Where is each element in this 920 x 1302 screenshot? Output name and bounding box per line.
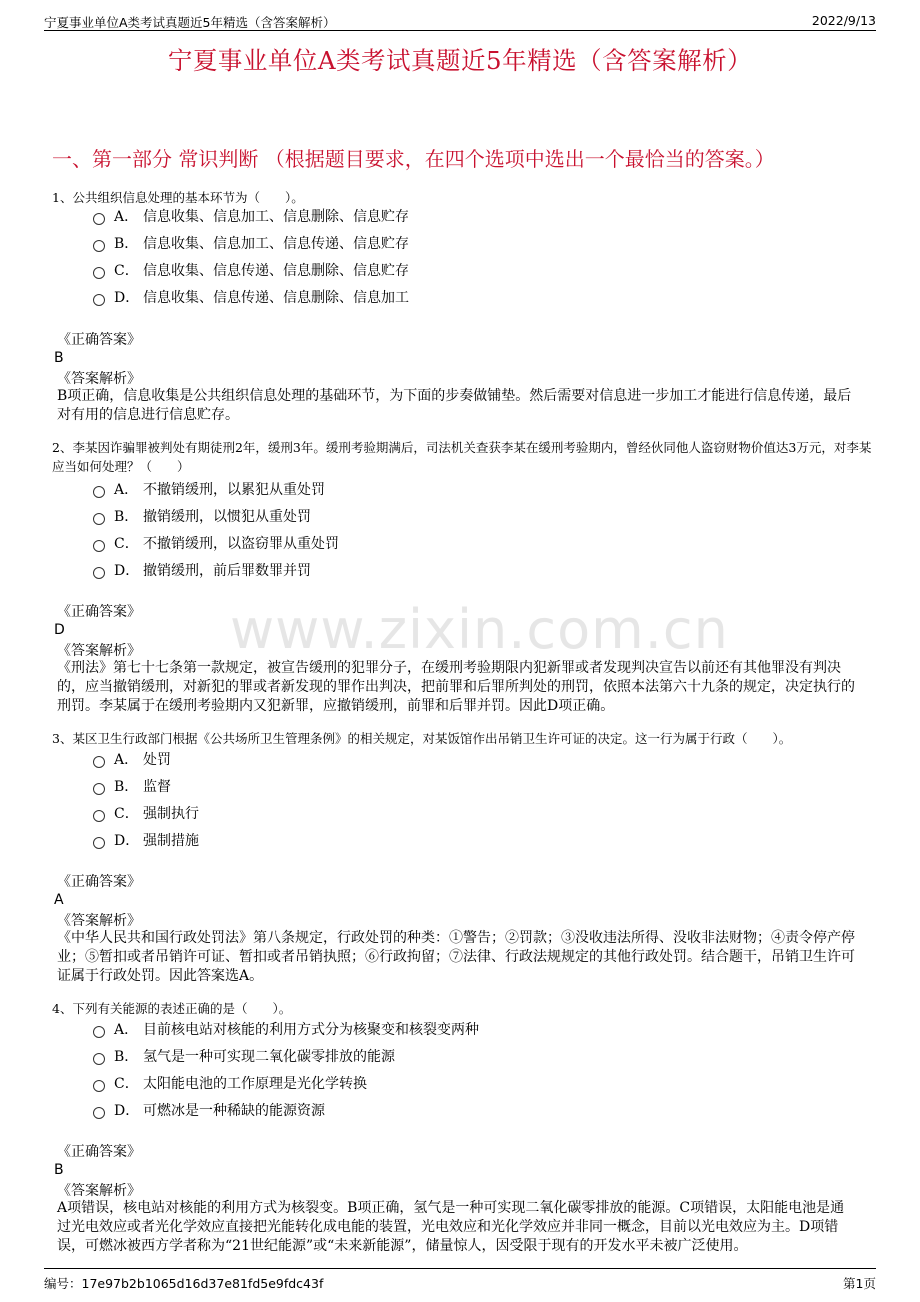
answer-label: 《正确答案》 (57, 874, 141, 890)
radio-icon[interactable] (93, 783, 105, 795)
answer-label: 《正确答案》 (57, 332, 141, 348)
question-2-answer: D (54, 622, 65, 638)
page-footer (44, 1268, 876, 1293)
explanation-label: 《答案解析》 (57, 1183, 141, 1199)
page-header (44, 10, 876, 31)
question-4-option-d[interactable]: D． 可燃冰是一种稀缺的能源资源 (93, 1101, 325, 1121)
question-2-option-c[interactable]: C． 不撤销缓刑，以盗窃罪从重处罚 (93, 534, 339, 554)
footer-page-number: 第1页 (843, 1276, 876, 1291)
question-2-option-b[interactable]: B． 撤销缓刑，以惯犯从重处罚 (93, 507, 311, 527)
radio-icon[interactable] (93, 1107, 105, 1119)
question-4-option-c[interactable]: C． 太阳能电池的工作原理是光化学转换 (93, 1074, 367, 1094)
radio-icon[interactable] (93, 240, 105, 252)
radio-icon[interactable] (93, 267, 105, 279)
section-title: 一、第一部分 常识判断 （根据题目要求，在四个选项中选出一个最恰当的答案。） (52, 147, 775, 171)
question-1-option-d[interactable]: D． 信息收集、信息传递、信息删除、信息加工 (93, 288, 409, 308)
radio-icon[interactable] (93, 486, 105, 498)
radio-icon[interactable] (93, 810, 105, 822)
answer-label: 《正确答案》 (57, 604, 141, 620)
page-title: 宁夏事业单位A类考试真题近5年精选（含答案解析） (167, 46, 753, 75)
question-3-option-d[interactable]: D． 强制措施 (93, 831, 199, 851)
radio-icon[interactable] (93, 540, 105, 552)
header-date: 2022/9/13 (811, 13, 876, 28)
radio-icon[interactable] (93, 294, 105, 306)
radio-icon[interactable] (93, 837, 105, 849)
radio-icon[interactable] (93, 756, 105, 768)
question-1-option-c[interactable]: C． 信息收集、信息传递、信息删除、信息贮存 (93, 261, 409, 281)
question-1-explanation: B项正确，信息收集是公共组织信息处理的基础环节，为下面的步奏做铺垫。然后需要对信息进一步加工才能进行信息传递，最后对有用的信息进行信息贮存。 (57, 388, 852, 423)
question-1-text: 1、公共组织信息处理的基本环节为（ ）。 (52, 190, 304, 205)
explanation-label: 《答案解析》 (57, 371, 141, 387)
question-3-explanation: 《中华人民共和国行政处罚法》第八条规定，行政处罚的种类：①警告；②罚款；③没收违法所得、没收非法财物；④责令停产停业；⑤暂扣或者吊销许可证、暂扣或者吊销执照；⑥行政拘留；⑦法律、行政法规规定的其他行政处罚。结合题干，吊销卫生许可证属于行政处罚。因此答案选A。 (57, 930, 855, 984)
question-2-text: 2、李某因诈骗罪被判处有期徒刑2年，缓刑3年。缓刑考验期满后，司法机关查获李某在缓刑考验期内，曾经伙同他人盗窃财物价值达3万元，对李某应当如何处理？（ ） (52, 440, 872, 474)
question-4-text: 4、下列有关能源的表述正确的是（ ）。 (52, 1001, 292, 1016)
footer-code: 编号：17e97b2b1065d16d37e81fd5e9fdc43f (44, 1276, 324, 1291)
question-4-explanation: A项错误，核电站对核能的利用方式为核裂变。B项正确，氢气是一种可实现二氧化碳零排放的能源。C项错误，太阳能电池是通过光电效应或者光化学效应直接把光能转化成电能的装置，光电效应和光化学效应并非同一概念，目前以光电效应为主。D项错误，可燃冰被西方学者称为“21世纪能源”或“未来新能源”，储量惊人，因受限于现有的开发水平未被广泛使用。 (57, 1200, 845, 1254)
radio-icon[interactable] (93, 1080, 105, 1092)
question-3-option-b[interactable]: B． 监督 (93, 777, 171, 797)
question-1-option-a[interactable]: A． 信息收集、信息加工、信息删除、信息贮存 (93, 207, 409, 227)
question-3-option-c[interactable]: C． 强制执行 (93, 804, 199, 824)
header-doc-title: 宁夏事业单位A类考试真题近5年精选（含答案解析） (44, 15, 336, 30)
watermark: www.zixin.com.cn (230, 598, 729, 661)
radio-icon[interactable] (93, 513, 105, 525)
question-1-answer: B (54, 350, 64, 366)
radio-icon[interactable] (93, 1026, 105, 1038)
radio-icon[interactable] (93, 567, 105, 579)
question-3-text: 3、某区卫生行政部门根据《公共场所卫生管理条例》的相关规定，对某饭馆作出吊销卫生许可证的决定。这一行为属于行政（ ）。 (52, 731, 792, 746)
radio-icon[interactable] (93, 1053, 105, 1065)
question-2-option-d[interactable]: D． 撤销缓刑，前后罪数罪并罚 (93, 561, 311, 581)
radio-icon[interactable] (93, 213, 105, 225)
question-4-option-b[interactable]: B． 氢气是一种可实现二氧化碳零排放的能源 (93, 1047, 395, 1067)
explanation-label: 《答案解析》 (57, 913, 141, 929)
question-3-option-a[interactable]: A． 处罚 (93, 750, 171, 770)
question-3-answer: A (54, 892, 64, 908)
question-1-option-b[interactable]: B． 信息收集、信息加工、信息传递、信息贮存 (93, 234, 409, 254)
question-4-answer: B (54, 1162, 64, 1178)
explanation-label: 《答案解析》 (57, 643, 141, 659)
answer-label: 《正确答案》 (57, 1144, 141, 1160)
question-4-option-a[interactable]: A． 目前核电站对核能的利用方式分为核聚变和核裂变两种 (93, 1020, 479, 1040)
question-2-option-a[interactable]: A． 不撤销缓刑，以累犯从重处罚 (93, 480, 325, 500)
question-2-explanation: 《刑法》第七十七条第一款规定，被宣告缓刑的犯罪分子，在缓刑考验期限内犯新罪或者发现判决宣告以前还有其他罪没有判决的，应当撤销缓刑，对新犯的罪或者新发现的罪作出判决，把前罪和后罪所判处的刑罚，依照本法第六十九条的规定，决定执行的刑罚。李某属于在缓刑考验期内又犯新罪，应撤销缓刑，前罪和后罪并罚。因此D项正确。 (57, 660, 855, 714)
